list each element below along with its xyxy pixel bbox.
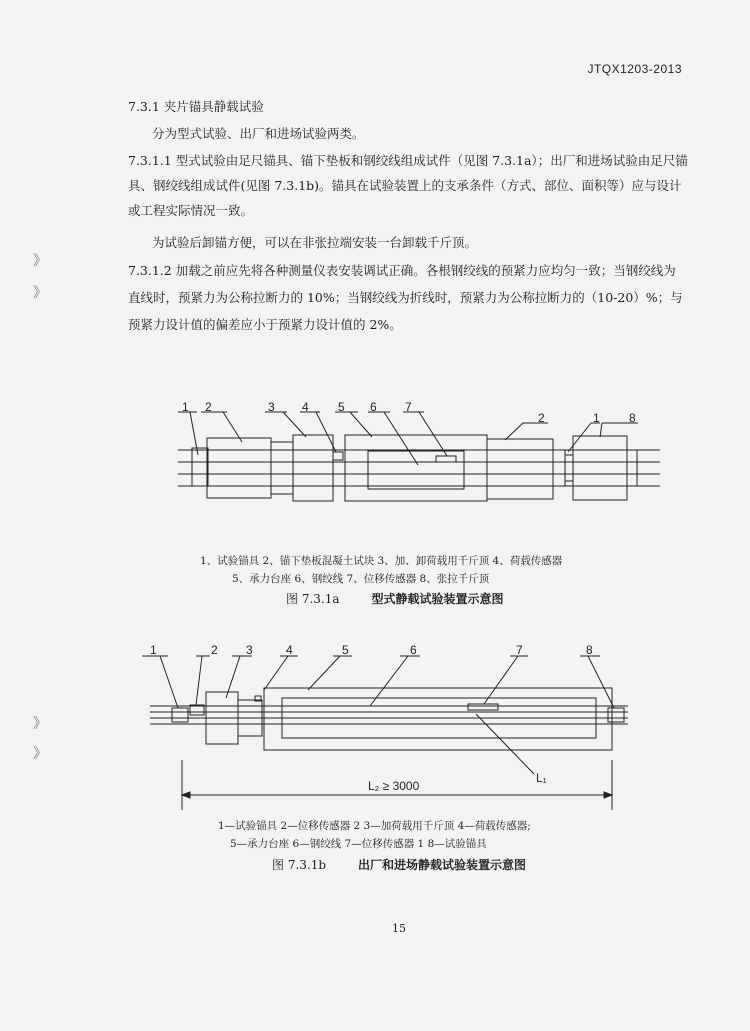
callout-label: 4 bbox=[286, 643, 293, 657]
callout-label: 1 bbox=[150, 643, 157, 657]
section-heading: 7.3.1 夹片锚具静载试验 bbox=[128, 99, 264, 114]
figure-a-number: 图 7.3.1a bbox=[286, 592, 340, 606]
paragraph-4: 7.3.1.2 加载之前应先将各种测量仪表安装调试正确。各根钢绞线的预紧力应均匀一致；当钢绞线为直线时，预紧力为公称拉断力的 10%；当钢绞线为折线时，预紧力为公称拉断力的（10-20）%；与预紧力设计值的偏差应小于预紧力设计值的 2%。 bbox=[128, 263, 683, 332]
l2-dimension-label: L₂ ≥ 3000 bbox=[368, 779, 420, 793]
figure-b-title: 出厂和进场静载试验装置示意图 bbox=[358, 858, 527, 872]
binding-mark: 》 bbox=[33, 253, 47, 269]
callout-label: 6 bbox=[370, 400, 377, 414]
anchor-1 bbox=[172, 708, 188, 722]
figure-b-legend-line-1: 1—试验锚具 2—位移传感器 2 3—加荷载用千斤顶 4—荷载传感器; bbox=[218, 820, 531, 832]
standard-code: JTQX1203-2013 bbox=[587, 62, 682, 76]
callout-label: 2 bbox=[205, 400, 212, 414]
disp-sensor-7 bbox=[468, 704, 498, 710]
figure-a-legend-line-2: 5、承力台座 6、钢绞线 7、位移传感器 8、张拉千斤顶 bbox=[232, 573, 490, 585]
reaction-frame-5 bbox=[264, 688, 612, 750]
callout-label: 5 bbox=[342, 643, 349, 657]
tension-jack-8 bbox=[573, 436, 627, 500]
callout-label: 4 bbox=[302, 400, 309, 414]
jack-3-body bbox=[293, 435, 333, 501]
figure-b-legend-line-2: 5—承力台座 6—钢绞线 7—位移传感器 1 8—试验锚具 bbox=[230, 838, 487, 850]
callout-label: 5 bbox=[338, 400, 345, 414]
page-number: 15 bbox=[392, 922, 406, 935]
callout-label: 3 bbox=[268, 400, 275, 414]
displacement-sensor-7 bbox=[436, 456, 456, 462]
anchor-8 bbox=[608, 708, 624, 722]
figure-a-legend-line-1: 1、试验锚具 2、锚下垫板混凝土试块 3、加、卸荷载用千斤顶 4、荷载传感器 bbox=[200, 555, 563, 567]
tension-jack-end bbox=[627, 450, 637, 486]
binding-mark: 》 bbox=[33, 746, 47, 762]
figure-b-number: 图 7.3.1b bbox=[272, 858, 327, 872]
callout-label: 2 bbox=[538, 411, 545, 425]
bearing-plate-2-left bbox=[207, 438, 271, 498]
callout-label: 7 bbox=[405, 400, 412, 414]
callout-label: 8 bbox=[586, 643, 593, 657]
callout-label: 2 bbox=[211, 643, 218, 657]
load-sensor-4 bbox=[333, 452, 343, 460]
bearing-plate-2-right bbox=[487, 439, 553, 499]
binding-mark: 》 bbox=[33, 716, 47, 732]
binding-mark: 》 bbox=[33, 285, 47, 301]
anchor-1-right bbox=[553, 450, 565, 486]
paragraph-2: 7.3.1.1 型式试验由足尺锚具、锚下垫板和钢绞线组成试件（见图 7.3.1a）；出厂和进场试验由足尺锚具、钢绞线组成试件(见图 7.3.1b)。锚具在试验装置上的支承条件（方式、部位、面积等）应与设计或工程实际情况一致。 bbox=[128, 153, 688, 218]
anchor-1-left bbox=[192, 448, 208, 486]
anchor-connector bbox=[565, 455, 573, 481]
figure-b-diagram bbox=[0, 640, 750, 815]
figure-b-caption bbox=[272, 856, 526, 873]
figure-a-caption bbox=[286, 590, 504, 607]
reaction-frame-5 bbox=[345, 435, 487, 501]
callout-label: 1 bbox=[182, 400, 189, 414]
callout-label: 7 bbox=[516, 643, 523, 657]
reaction-frame-inner bbox=[368, 451, 464, 489]
callout-label: 8 bbox=[629, 411, 636, 425]
figure-a-diagram bbox=[0, 400, 750, 530]
callout-label: 1 bbox=[593, 411, 600, 425]
callout-label: 6 bbox=[410, 643, 417, 657]
paragraph-1: 分为型式试验、出厂和进场试验两类。 bbox=[152, 126, 365, 141]
l1-label: L₁ bbox=[536, 771, 547, 785]
paragraph-3: 为试验后卸锚方便，可以在非张拉端安装一台卸载千斤顶。 bbox=[152, 235, 478, 250]
figure-a-title: 型式静载试验装置示意图 bbox=[371, 592, 504, 606]
callout-label: 3 bbox=[246, 643, 253, 657]
